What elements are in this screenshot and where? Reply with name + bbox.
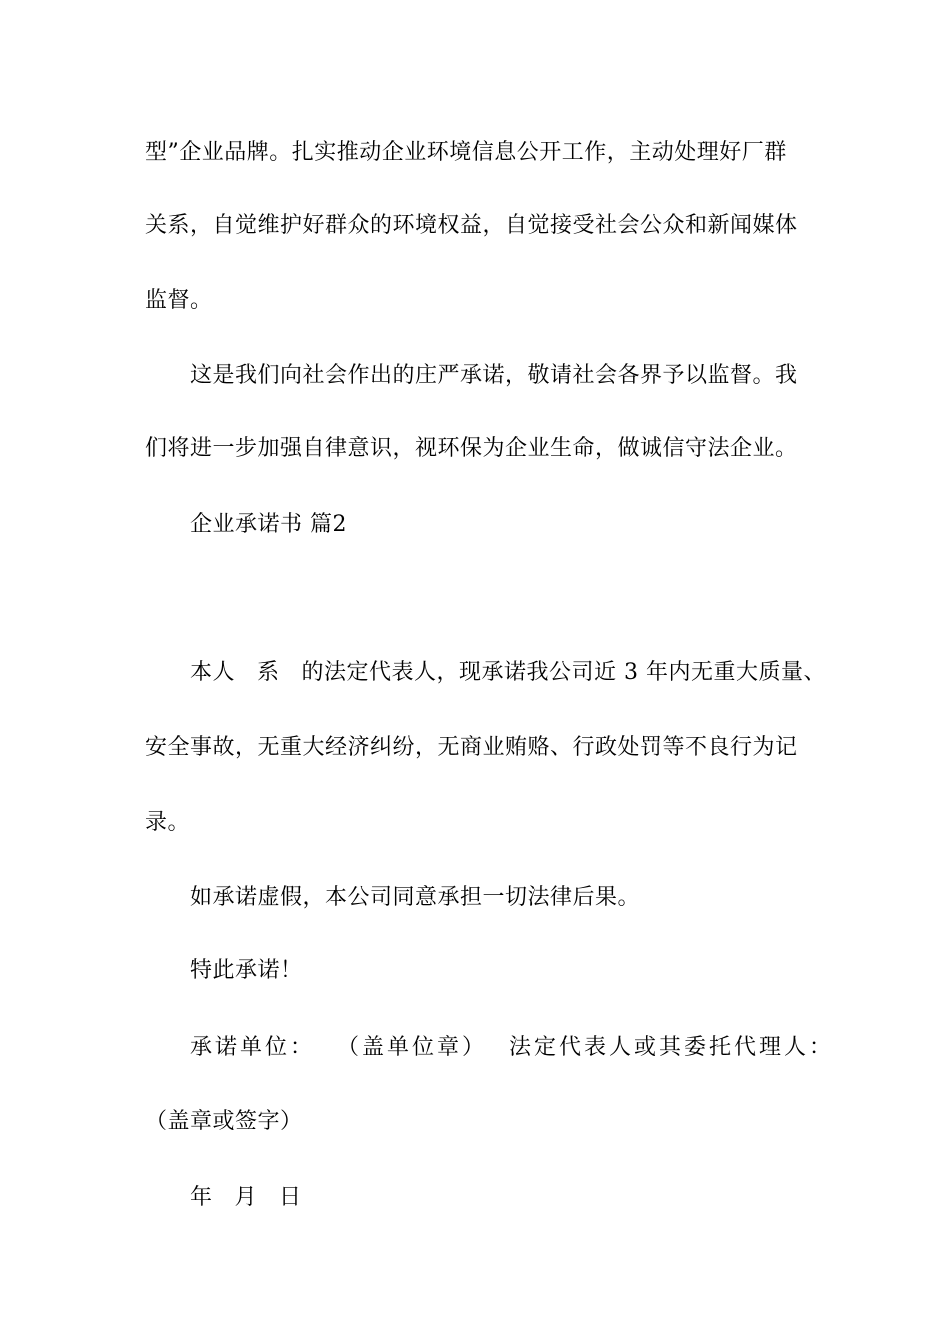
paragraph-3-part-3: 的法定代表人，现承诺我公司近 3 年内无重大质量、: [301, 660, 827, 685]
paragraph-1-line-1: 型”企业品牌。扎实推动企业环境信息公开工作，主动处理好厂群: [145, 140, 787, 165]
paragraph-1-line-3: 监督。: [145, 288, 213, 313]
paragraph-2-line-1: 这是我们向社会作出的庄严承诺，敬请社会各界予以监督。我: [190, 363, 798, 388]
signature-unit-label: 承诺单位：: [190, 1035, 316, 1060]
paragraph-1-line-2: 关系，自觉维护好群众的环境权益，自觉接受社会公众和新闻媒体: [145, 213, 798, 238]
paragraph-4: 如承诺虚假，本公司同意承担一切法律后果。: [190, 885, 641, 910]
signature-unit-seal: （盖单位章）: [337, 1035, 488, 1060]
signature-rep-seal: （盖章或签字）: [145, 1109, 303, 1134]
section-heading: 企业承诺书 篇2: [190, 512, 347, 537]
date-year: 年: [190, 1185, 213, 1210]
paragraph-5: 特此承诺！: [190, 958, 303, 983]
paragraph-3-line-1: [190, 658, 826, 688]
date-day: 日: [279, 1185, 302, 1210]
signature-rep-label: 法定代表人或其委托代理人：: [509, 1035, 835, 1060]
date-month: 月: [234, 1185, 258, 1210]
date-line: [190, 1183, 302, 1213]
paragraph-3-part-1: 本人: [190, 660, 236, 685]
signature-line-1: [190, 1033, 834, 1063]
paragraph-3-part-2: 系: [257, 660, 280, 685]
paragraph-3-line-2: 安全事故，无重大经济纠纷，无商业贿赂、行政处罚等不良行为记: [145, 735, 798, 760]
paragraph-3-line-3: 录。: [145, 810, 191, 835]
paragraph-2-line-2: 们将进一步加强自律意识，视环保为企业生命，做诚信守法企业。: [145, 436, 798, 461]
